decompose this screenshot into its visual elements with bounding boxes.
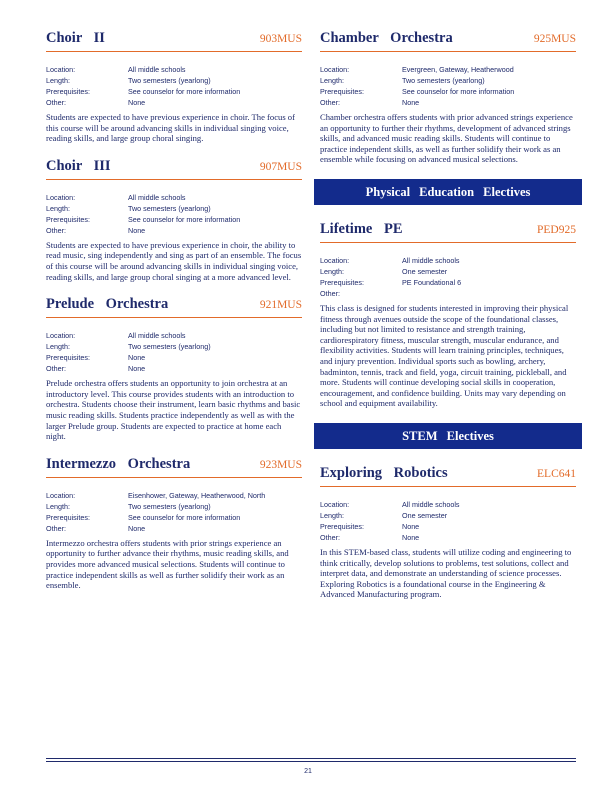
meta-label: Other: [46, 523, 66, 533]
meta-value: None [402, 532, 420, 542]
course-description: Students are expected to have previous experience in choir. The focus of this course will be around advancing skills in individual singing voice, reading skills, and large group choral singing. [46, 112, 295, 144]
course-title: Choir II [46, 30, 105, 46]
course-meta [46, 490, 302, 534]
meta-label: Prerequisites: [320, 521, 364, 531]
course-prelude-orchestra [46, 296, 302, 442]
footer-rule [46, 758, 576, 759]
course-meta [320, 64, 576, 108]
meta-label: Length: [46, 342, 70, 352]
course-title: Lifetime PE [320, 220, 403, 237]
meta-label: Location: [46, 331, 76, 341]
meta-value: All middle schools [402, 499, 460, 509]
meta-label: Location: [46, 192, 76, 202]
meta-row [46, 64, 302, 75]
meta-row [46, 330, 302, 341]
course-code: PED925 [537, 223, 576, 236]
meta-label: Other: [46, 225, 66, 235]
meta-row [46, 512, 302, 523]
meta-value: None [128, 353, 146, 363]
course-code: 921MUS [259, 299, 302, 312]
meta-label: Other: [320, 98, 340, 107]
course-code: 903MUS [259, 33, 302, 45]
course-title: Chamber Orchestra [320, 30, 453, 46]
meta-row [320, 255, 576, 266]
course-choir-iii [46, 158, 302, 282]
meta-row [320, 277, 576, 288]
meta-row [320, 266, 576, 277]
meta-label: Prerequisites: [320, 277, 364, 287]
meta-value: None [128, 225, 146, 235]
meta-row [320, 510, 576, 521]
meta-value: One semester [402, 266, 448, 276]
meta-row [320, 97, 576, 108]
meta-row [320, 521, 576, 532]
meta-label: Prerequisites: [46, 214, 90, 224]
meta-label: Prerequisites: [320, 87, 364, 96]
meta-value: See counselor for more information [128, 214, 241, 224]
course-code: ELC641 [537, 467, 576, 480]
meta-value: Two semesters (yearlong) [128, 76, 211, 85]
course-meta [46, 330, 302, 374]
course-code: 923MUS [259, 458, 302, 471]
course-exploring-robotics [320, 465, 576, 600]
meta-value: Evergreen, Gateway, Heatherwood [402, 65, 514, 74]
course-title: Choir III [46, 157, 111, 174]
meta-value: One semester [402, 510, 448, 520]
meta-row [46, 192, 302, 203]
course-lifetime-pe [320, 221, 576, 409]
meta-row [46, 97, 302, 108]
course-title: Prelude Orchestra [46, 296, 169, 313]
meta-label: Length: [46, 501, 70, 511]
meta-value: All middle schools [128, 65, 186, 74]
left-column [46, 30, 302, 605]
page-number: 21 [304, 768, 312, 775]
meta-label: Location: [46, 490, 76, 500]
meta-row [320, 86, 576, 97]
meta-row [320, 64, 576, 75]
meta-row [46, 86, 302, 97]
meta-label: Other: [320, 532, 340, 542]
meta-value: See counselor for more information [128, 87, 241, 96]
meta-label: Location: [46, 65, 76, 74]
meta-value: Two semesters (yearlong) [128, 501, 211, 511]
meta-value: None [402, 521, 420, 531]
course-header [46, 30, 302, 52]
meta-value: Two semesters (yearlong) [402, 76, 485, 85]
meta-row [46, 214, 302, 225]
course-header [46, 158, 302, 180]
meta-row [46, 225, 302, 236]
meta-value: None [402, 98, 420, 107]
meta-label: Other: [46, 364, 66, 374]
meta-value: See counselor for more information [128, 512, 241, 522]
section-band-pe: Physical Education Electives [314, 179, 582, 205]
course-chamber-orchestra [320, 30, 576, 165]
meta-value: Eisenhower, Gateway, Heatherwood, North [128, 490, 266, 500]
meta-row [46, 341, 302, 352]
meta-label: Prerequisites: [46, 87, 90, 96]
meta-row [46, 203, 302, 214]
course-code: 925MUS [533, 33, 576, 45]
meta-value: All middle schools [128, 331, 186, 341]
meta-label: Length: [46, 203, 70, 213]
course-title: Intermezzo Orchestra [46, 455, 191, 472]
course-code: 907MUS [259, 160, 302, 173]
meta-row [46, 352, 302, 363]
meta-label: Length: [46, 76, 70, 85]
meta-label: Location: [320, 255, 350, 265]
section-band-stem: STEM Electives [314, 423, 582, 449]
meta-row [46, 363, 302, 374]
meta-value: All middle schools [128, 192, 186, 202]
course-header [320, 30, 576, 52]
course-header [46, 456, 302, 478]
meta-value: None [128, 98, 146, 107]
meta-row [46, 75, 302, 86]
course-description: Prelude orchestra offers students an opportunity to join orchestra at an introductory level. This course provides students with an introduction to orchestra. Students choose their instrument, learn basic rhythms and basic music reading skills. Students practice independently as well as with the larger Prelude group. Students are expected to practice at home each night. [46, 378, 301, 442]
meta-row [46, 523, 302, 534]
course-meta [320, 255, 576, 299]
course-meta [46, 64, 302, 108]
meta-label: Other: [320, 288, 340, 298]
meta-value: Two semesters (yearlong) [128, 203, 211, 213]
meta-row [46, 490, 302, 501]
course-description: This class is designed for students interested in improving their physical fitness through avenues outside the scope of the foundational classes, including but not limited to resistance and strength training, cardiorespiratory fitness, muscular strength, muscular endurance, and flexibility activities. Students will learn training principles, techniques, and injury prevention. Individual sports such as bowling, archery, badminton, tennis, track and field, yoga, circuit training, pickleball, and more. Students will continue developing social skills in cooperation, encouragement, and confidence building. Units may vary depending on school and equipment availability. [320, 302, 569, 409]
meta-label: Prerequisites: [46, 353, 90, 363]
meta-row [46, 501, 302, 512]
meta-value: None [128, 523, 146, 533]
meta-value: PE Foundational 6 [402, 277, 462, 287]
meta-label: Length: [320, 510, 344, 520]
meta-label: Length: [320, 266, 344, 276]
meta-value: Two semesters (yearlong) [128, 342, 211, 352]
meta-row [320, 288, 576, 299]
meta-value: See counselor for more information [402, 87, 515, 96]
course-description: In this STEM-based class, students will utilize coding and engineering to think critically, develop solutions to problems, test solutions, collect and interpret data, and demonstrate an understanding of science processes. Exploring Robotics is a foundational course in the Engineering & Advanced Manufacturing program. [320, 546, 572, 600]
right-column [320, 30, 576, 614]
course-description: Students are expected to have previous experience in choir, the ability to read music, sing independently and sing as part of an ensemble. The focus of this course will be around advancing skills in individual singing voice, reading skills, and large group choral singing at a more advanced level. [46, 239, 302, 282]
footer-rule [46, 761, 576, 762]
course-description: Intermezzo orchestra offers students with prior strings experience an opportunity to further advance their rhythms, music reading skills, and provides more advanced musical selections. Students will continue to practice independent skills as well as further solidify their work as an ensemble. [46, 537, 289, 591]
meta-value: All middle schools [402, 255, 460, 265]
meta-label: Prerequisites: [46, 512, 90, 522]
course-intermezzo-orchestra [46, 456, 302, 591]
meta-value [402, 288, 576, 299]
meta-label: Location: [320, 65, 350, 74]
meta-label: Location: [320, 499, 350, 509]
course-header [46, 296, 302, 318]
course-header [320, 221, 576, 243]
meta-label: Length: [320, 76, 344, 85]
course-description: Chamber orchestra offers students with prior advanced strings experience an opportunity to further their rhythms, development of advanced strings skills, and advanced music reading skills. Students will continue to practice independent skills, as well as further solidify their work as an ensemble while focusing on advanced musical selections. [320, 112, 573, 165]
meta-row [320, 499, 576, 510]
meta-value: None [128, 364, 146, 374]
course-title: Exploring Robotics [320, 464, 448, 481]
course-header [320, 465, 576, 487]
meta-row [320, 75, 576, 86]
meta-label: Other: [46, 98, 66, 107]
course-choir-ii [46, 30, 302, 144]
meta-row [320, 532, 576, 543]
course-meta [46, 192, 302, 236]
course-meta [320, 499, 576, 543]
